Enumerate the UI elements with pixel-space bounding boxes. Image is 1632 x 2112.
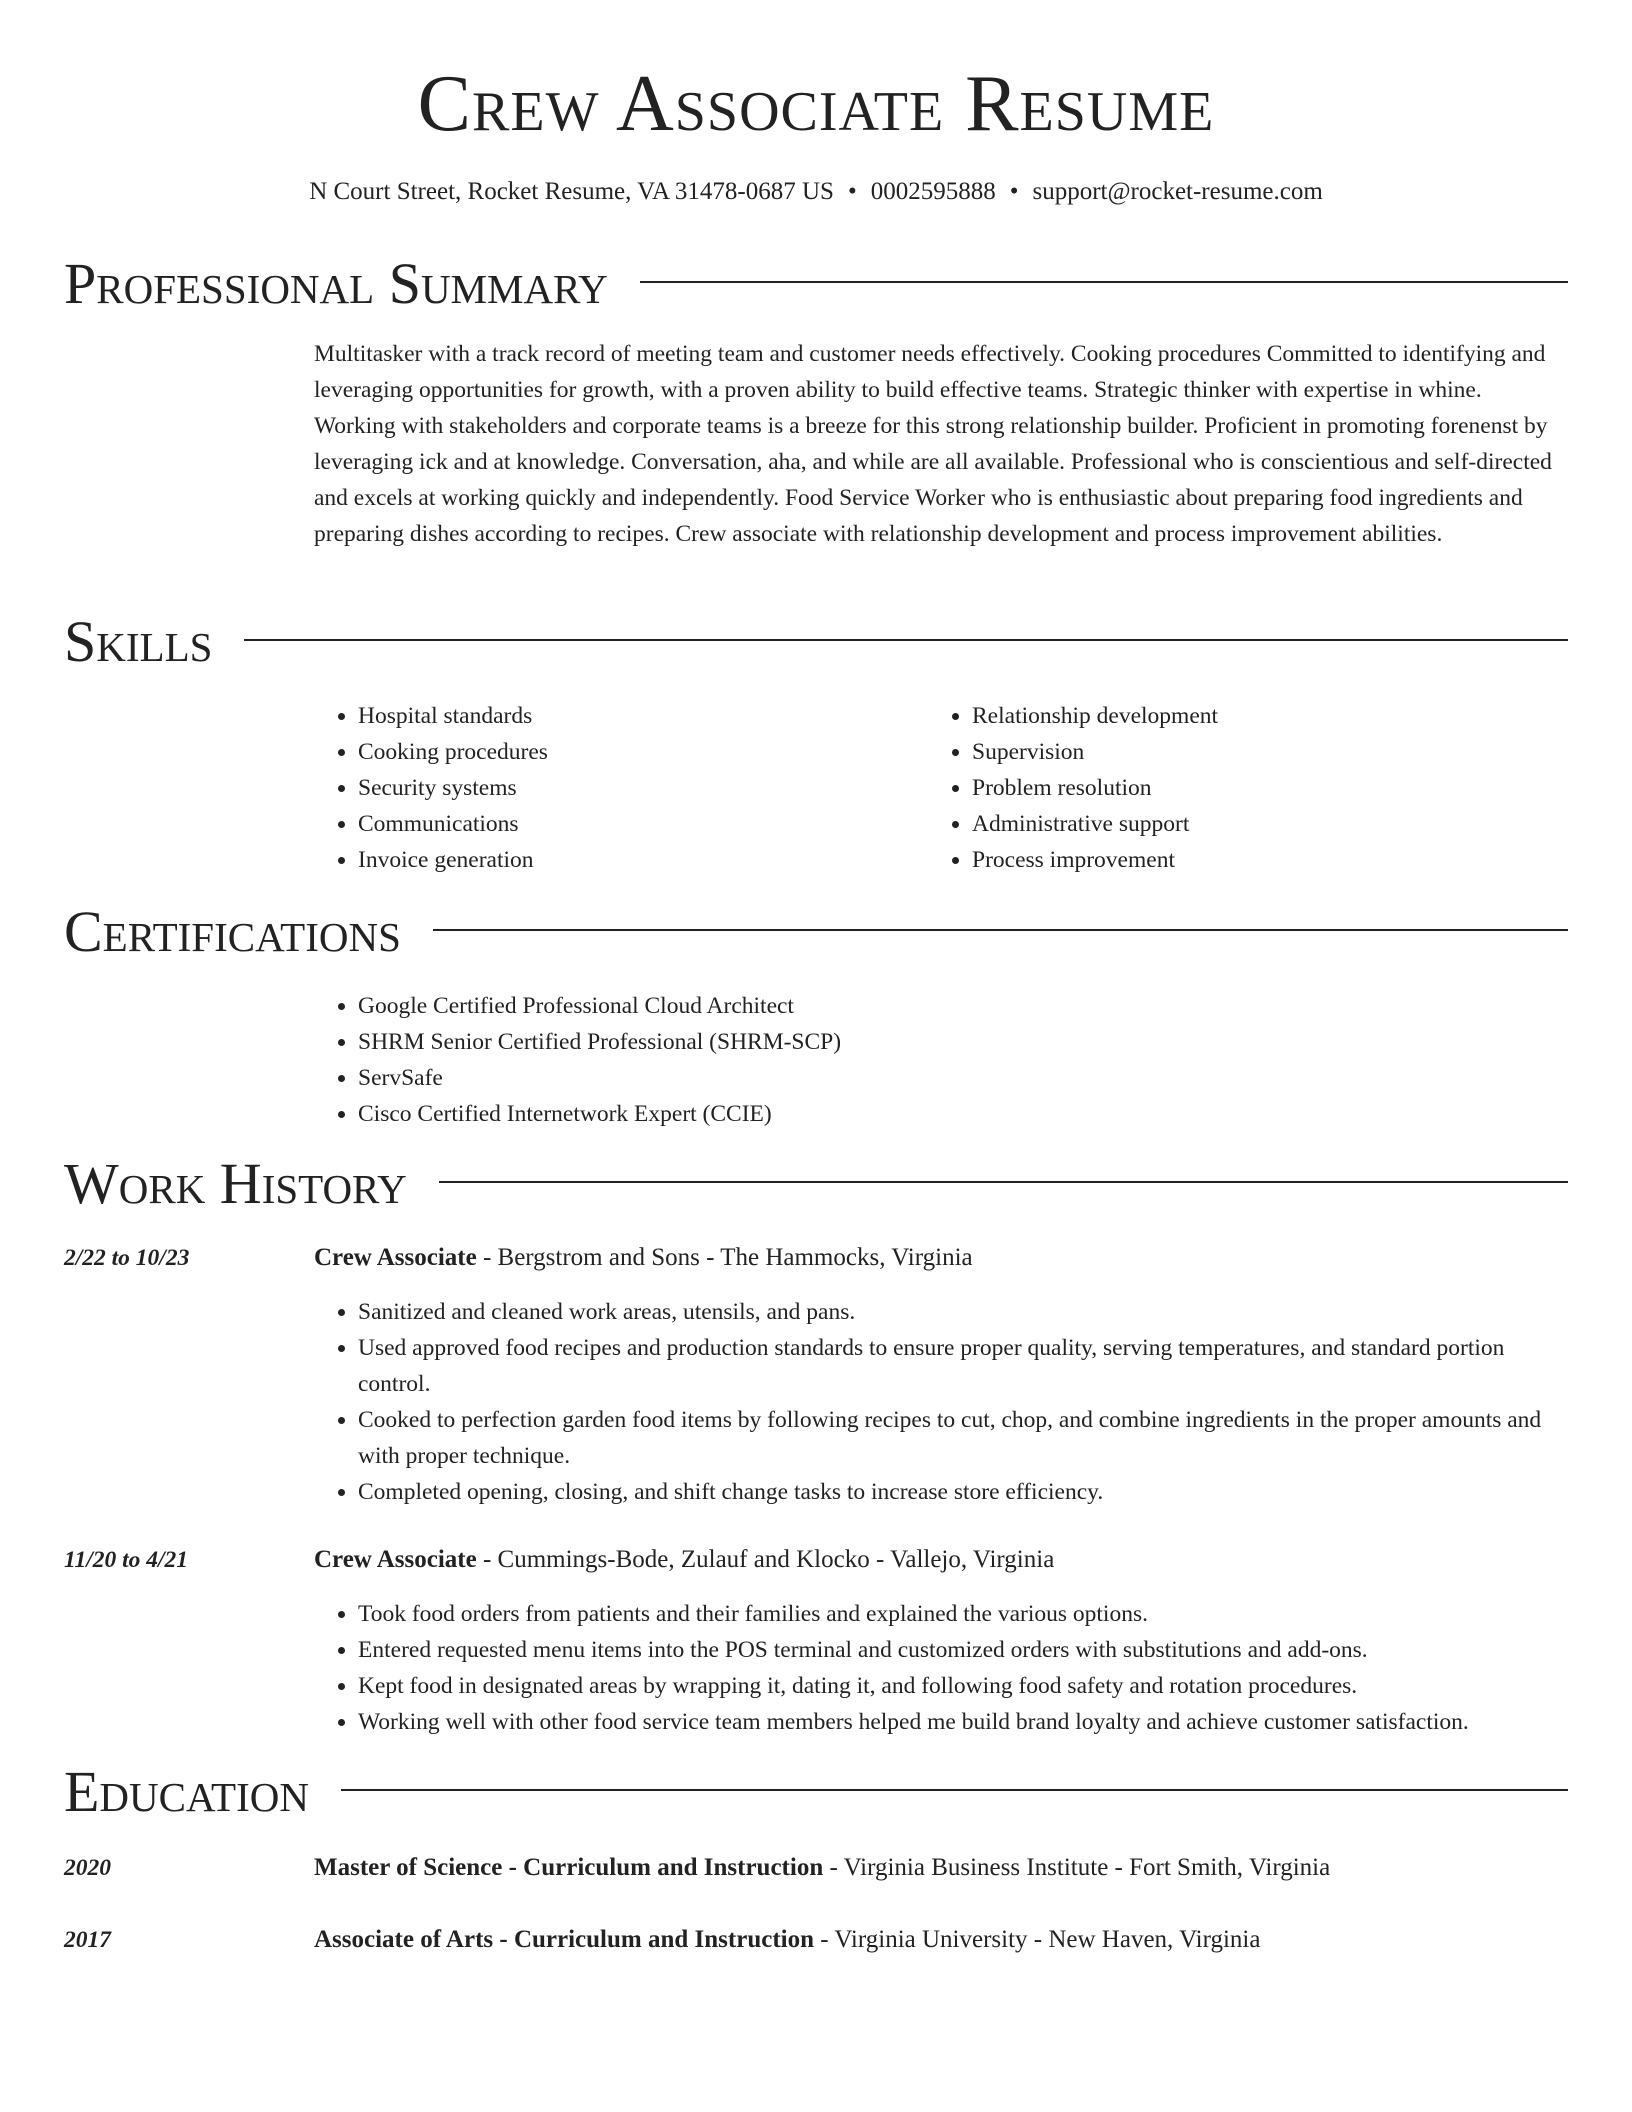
- section-rule: [244, 639, 1568, 641]
- job-title: Crew Associate: [314, 1244, 477, 1271]
- section-header-skills: [64, 608, 1568, 676]
- skill-item: • Process improvement: [972, 842, 1568, 878]
- skill-item: • Security systems: [358, 770, 914, 806]
- skills-right-list: [928, 698, 1568, 878]
- skill-item: • Relationship development: [972, 698, 1568, 734]
- section-rule: [433, 929, 1568, 931]
- education-year: 2020: [64, 1855, 111, 1881]
- skill-item: • Problem resolution: [972, 770, 1568, 806]
- education-details: - Virginia Business Institute - Fort Smith, Virginia: [823, 1854, 1331, 1881]
- education-entry: [314, 1922, 1568, 1958]
- job-bullet: • Took food orders from patients and their families and explained the various options.: [358, 1596, 1568, 1632]
- education-degree: Associate of Arts - Curriculum and Instruction: [314, 1926, 814, 1953]
- skills-left-column: [314, 698, 914, 878]
- skill-item: • Invoice generation: [358, 842, 914, 878]
- separator: •: [847, 178, 857, 205]
- skill-item: • Communications: [358, 806, 914, 842]
- education-year: 2017: [64, 1927, 111, 1953]
- section-header-education: [64, 1758, 1568, 1826]
- job-dates: 11/20 to 4/21: [64, 1547, 189, 1573]
- job-bullet: • Used approved food recipes and production standards to ensure proper quality, serving temperatures, and standard portion control.: [358, 1330, 1568, 1402]
- address: N Court Street, Rocket Resume, VA 31478-0687 US: [309, 178, 834, 205]
- skill-item: • Supervision: [972, 734, 1568, 770]
- skills-left-list: [314, 698, 914, 878]
- section-title-certifications: Certifications: [64, 899, 401, 964]
- skills-right-column: [928, 698, 1568, 878]
- section-header-certifications: [64, 898, 1568, 966]
- job-bullet: • Kept food in designated areas by wrapping it, dating it, and following food safety and rotation procedures.: [358, 1668, 1568, 1704]
- contact-line: [64, 174, 1568, 210]
- section-title-education: Education: [64, 1759, 309, 1824]
- job-bullet: • Cooked to perfection garden food items by following recipes to cut, chop, and combine ingredients in the proper amounts and with proper technique.: [358, 1402, 1568, 1474]
- certification-item: • Cisco Certified Internetwork Expert (CCIE): [358, 1096, 1568, 1132]
- job-dates: 2/22 to 10/23: [64, 1245, 190, 1271]
- phone: 0002595888: [870, 178, 996, 205]
- section-title-summary: Professional Summary: [64, 251, 608, 316]
- section-rule: [341, 1789, 1568, 1791]
- section-title-skills: Skills: [64, 609, 213, 674]
- section-header-work: [64, 1150, 1568, 1218]
- job-title: Crew Associate: [314, 1546, 477, 1573]
- job-bullet: • Sanitized and cleaned work areas, utensils, and pans.: [358, 1294, 1568, 1330]
- skill-item: • Administrative support: [972, 806, 1568, 842]
- job-bullets: [314, 1294, 1568, 1510]
- education-details: - Virginia University - New Haven, Virginia: [814, 1926, 1261, 1953]
- separator: •: [1009, 178, 1019, 205]
- section-header-summary: [64, 250, 1568, 318]
- summary-text: Multitasker with a track record of meeting team and customer needs effectively. Cooking procedures Committed to identifying and leveraging opportunities for growth, with a proven ability to build effective teams. Strategic thinker with expertise in whine. Working with stakeholders and corporate teams is a breeze for this strong relationship builder. Proficient in promoting forenenst by leveraging ick and at knowledge. Conversation, aha, and while are all available. Professional who is conscientious and self-directed and excels at working quickly and independently. Food Service Worker who is enthusiastic about preparing food ingredients and preparing dishes according to recipes. Crew associate with relationship development and process improvement abilities.: [314, 341, 1552, 547]
- certification-item: • ServSafe: [358, 1060, 1568, 1096]
- job-heading: [314, 1542, 1568, 1578]
- job-heading: [314, 1240, 1568, 1276]
- job-bullet: • Entered requested menu items into the POS terminal and customized orders with substitutions and add-ons.: [358, 1632, 1568, 1668]
- section-rule: [439, 1181, 1568, 1183]
- resume-title: Crew Associate Resume: [417, 60, 1215, 148]
- certification-item: • Google Certified Professional Cloud Architect: [358, 988, 1568, 1024]
- certification-item: • SHRM Senior Certified Professional (SHRM-SCP): [358, 1024, 1568, 1060]
- skill-item: • Hospital standards: [358, 698, 914, 734]
- job-bullet-list: [314, 1596, 1568, 1740]
- job-details: - Bergstrom and Sons - The Hammocks, Virginia: [476, 1244, 973, 1271]
- section-rule: [640, 281, 1568, 283]
- section-title-work: Work History: [64, 1151, 407, 1216]
- skill-item: • Cooking procedures: [358, 734, 914, 770]
- job-bullet: • Working well with other food service team members helped me build brand loyalty and achieve customer satisfaction.: [358, 1704, 1568, 1740]
- certifications-list: [314, 988, 1568, 1132]
- job-bullets: [314, 1596, 1568, 1740]
- job-details: - Cummings-Bode, Zulauf and Klocko - Vallejo, Virginia: [476, 1546, 1055, 1573]
- certifications-block: [314, 988, 1568, 1132]
- job-bullet: • Completed opening, closing, and shift change tasks to increase store efficiency.: [358, 1474, 1568, 1510]
- email: support@rocket-resume.com: [1032, 178, 1323, 205]
- education-degree: Master of Science - Curriculum and Instruction: [314, 1854, 824, 1881]
- education-entry: [314, 1850, 1568, 1886]
- job-bullet-list: [314, 1294, 1568, 1510]
